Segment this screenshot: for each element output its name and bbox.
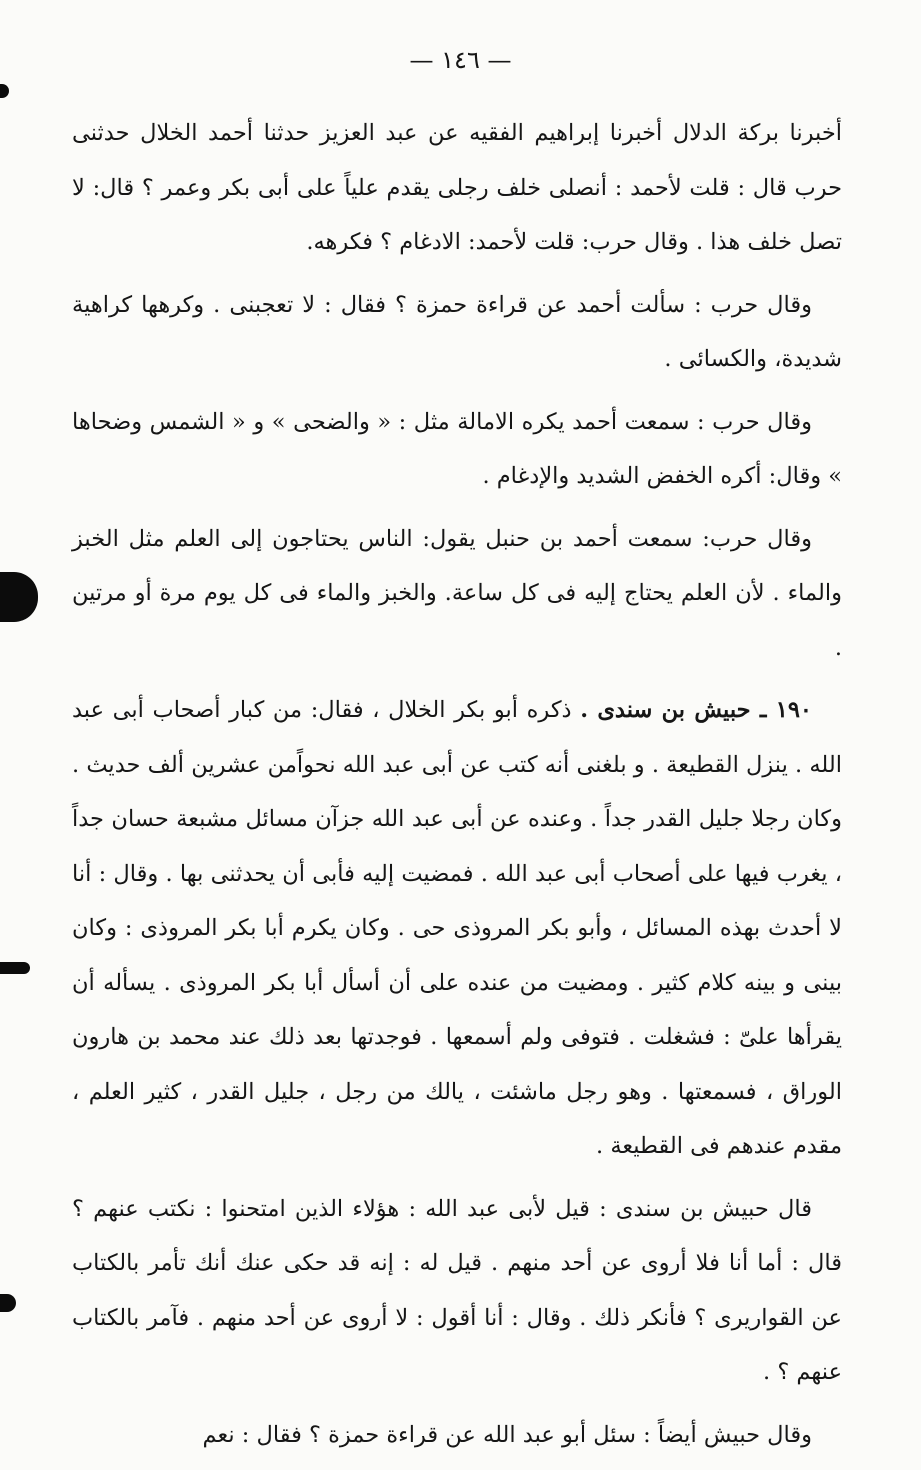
- entry-text: ذكره أبو بكر الخلال ، فقال: من كبار أصحاب أبى عبد الله . ينزل القطيعة . و بلغنى أنه كتب عن أبى عبد الله نحواًمن عشرين ألف حديث . وكان رجلا جليل القدر جداً . وعنده عن أبى عبد الله جزآن مسائل مشبعة حسان جداً ، يغرب فيها على أصحاب أبى عبد الله . فمضيت إليه فأبى أن يحدثنى بها . وقال : أنا لا أحدث بهذه المسائل ، وأبو بكر المروذى حى . وكان يكرم أبا بكر المروذى : وكان بينى و بينه كلام كثير . ومضيت من عنده على أن أسأل أبا بكر المروذى . يسأله أن يقرأها علىّ : فشغلت . فتوفى ولم أسمعها . فوجدتها بعد ذلك عند محمد بن هارون الوراق ، فسمعتها . وهو رجل ماشئت ، يالك من رجل ، جليل القدر ، كثير العلم ، مقدم عندهم فى القطيعة .: [72, 697, 842, 1159]
- page-number: — ١٤٦ —: [409, 46, 512, 74]
- paragraph: قال حبيش بن سندى : قيل لأبى عبد الله : هؤلاء الذين امتحنوا : نكتب عنهم ؟ قال : أما أنا فلا أروى عن أحد منهم . قيل له : إنه قد حكى عنك أنك تأمر بالكتاب عن القواريرى ؟ فأنكر ذلك . وقال : أنا أقول : لا أروى عن أحد منهم . فآمر بالكتاب عنهم ؟ .: [72, 1195, 842, 1385]
- scan-mark: [0, 1294, 16, 1312]
- scan-mark: [0, 572, 38, 622]
- paragraph: وقال حرب: سمعت أحمد بن حنبل يقول: الناس يحتاجون إلى العلم مثل الخبز والماء . لأن العلم يحتاج إليه فى كل ساعة. والخبز والماء فى كل يوم مرة أو مرتين .: [72, 525, 842, 661]
- entry-heading: ١٩٠ ـ حبيش بن سندى .: [580, 697, 812, 723]
- paragraph: وقال حبيش أيضاً : سئل أبو عبد الله عن قراءة حمزة ؟ فقال : نعم: [202, 1421, 812, 1448]
- paragraph: وقال حرب : سمعت أحمد يكره الامالة مثل : « والضحى » و « الشمس وضحاها » وقال: أكره الخفض الشديد والإدغام .: [72, 408, 842, 489]
- biography-entry: [72, 683, 842, 1174]
- scan-mark: [0, 962, 30, 974]
- paragraph: أخبرنا بركة الدلال أخبرنا إبراهيم الفقيه عن عبد العزيز حدثنا أحمد الخلال حدثنى حرب قال : قلت لأحمد : أنصلى خلف رجلى يقدم علياً على أبى بكر وعمر ؟ قال: لا تصل خلف هذا . وقال حرب: قلت لأحمد: الادغام ؟ فكرهه.: [72, 120, 842, 255]
- paragraph: وقال حرب : سألت أحمد عن قراءة حمزة ؟ فقال : لا تعجبنى . وكرهها كراهية شديدة، والكسائى .: [72, 291, 842, 372]
- text-body: [72, 106, 842, 1470]
- scan-mark: [0, 84, 9, 98]
